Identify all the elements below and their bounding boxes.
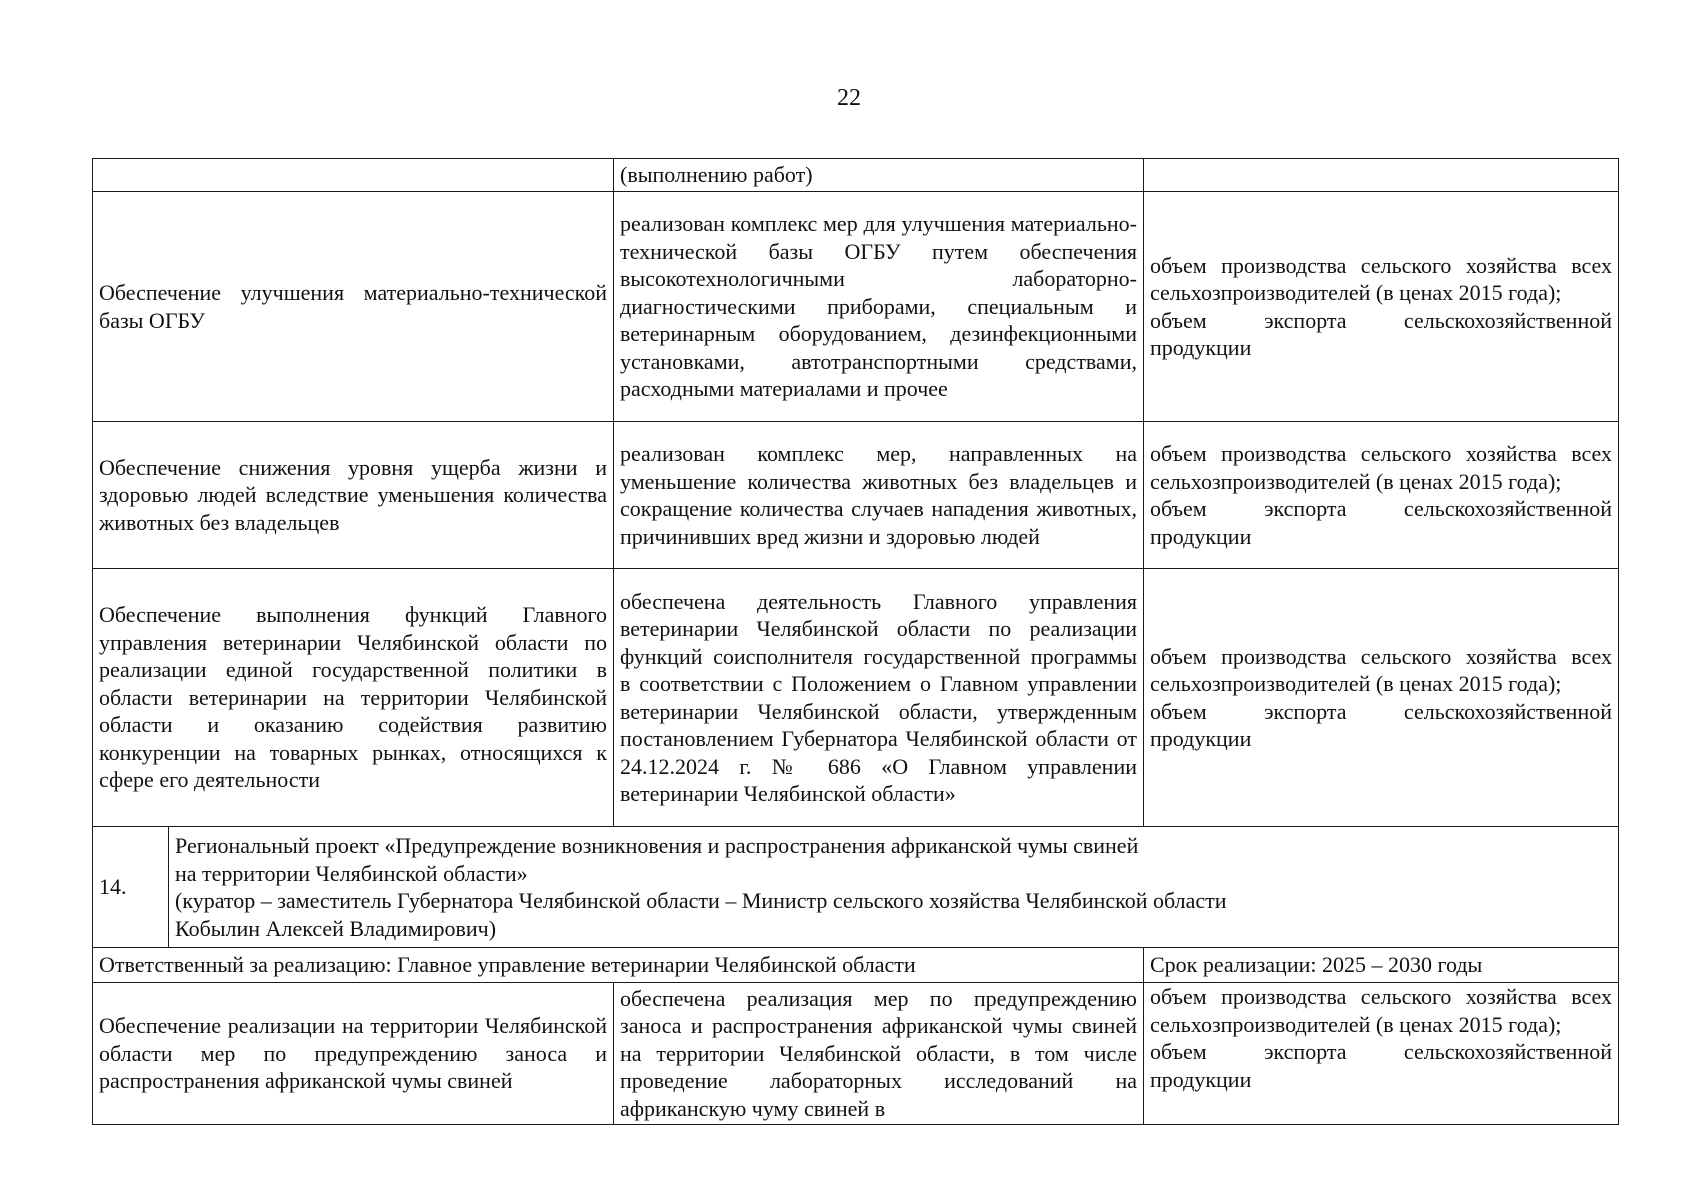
event-cell: Обеспечение выполнения функций Главного управления ветеринарии Челябинской области по реализации единой государственной политики в области ветеринарии на территории Челябинской области и оказанию содействия развитию конкуренции на товарных рынках, относящихся к сфере его деятельности	[93, 569, 614, 827]
event-cell	[93, 159, 614, 192]
table-row	[93, 569, 1619, 827]
project-curator: (куратор – заместитель Губернатора Челябинской области – Министр сельского хозяйства Челябинской области	[175, 888, 1227, 913]
project-curator-name: Кобылин Алексей Владимирович)	[175, 915, 497, 941]
indicator-cell: объем производства сельского хозяйства всех сельхозпроизводителей (в ценах 2015 года); объем экспорта сельскохозяйственной продукции	[1144, 422, 1619, 569]
project-title: Региональный проект «Предупреждение возникновения и распространения африканской чумы свиней	[175, 833, 1139, 858]
responsible-row	[93, 948, 1619, 983]
indicator-cell	[1144, 159, 1619, 192]
event-cell: Обеспечение улучшения материально-технической базы ОГБУ	[93, 192, 614, 422]
project-title-cont: на территории Челябинской области»	[175, 860, 528, 886]
project-title-cell	[169, 827, 1619, 948]
indicator-cell: объем производства сельского хозяйства всех сельхозпроизводителей (в ценах 2015 года); объем экспорта сельскохозяйственной продукции	[1144, 983, 1619, 1125]
result-cell: реализован комплекс мер, направленных на уменьшение количества животных без владельцев и сокращение количества случаев нападения животных, причинивших вред жизни и здоровью людей	[614, 422, 1144, 569]
program-table	[92, 158, 1619, 1125]
table-row	[93, 422, 1619, 569]
project-row	[93, 827, 1619, 948]
table-row	[93, 983, 1619, 1125]
event-cell: Обеспечение реализации на территории Челябинской области мер по предупреждению заноса и распространения африканской чумы свиней	[93, 983, 614, 1125]
event-cell: Обеспечение снижения уровня ущерба жизни и здоровью людей вследствие уменьшения количества животных без владельцев	[93, 422, 614, 569]
result-cell: (выполнению работ)	[614, 159, 1144, 192]
period-cell: Срок реализации: 2025 – 2030 годы	[1144, 948, 1619, 983]
responsible-cell: Ответственный за реализацию: Главное управление ветеринарии Челябинской области	[93, 948, 1144, 983]
indicator-cell: объем производства сельского хозяйства всех сельхозпроизводителей (в ценах 2015 года); объем экспорта сельскохозяйственной продукции	[1144, 192, 1619, 422]
indicator-cell: объем производства сельского хозяйства всех сельхозпроизводителей (в ценах 2015 года); объем экспорта сельскохозяйственной продукции	[1144, 569, 1619, 827]
result-cell: обеспечена реализация мер по предупреждению заноса и распространения африканской чумы свиней на территории Челябинской области, в том числе проведение лабораторных исследований на африканскую чуму свиней в	[614, 983, 1144, 1125]
table-row	[93, 192, 1619, 422]
result-cell: обеспечена деятельность Главного управления ветеринарии Челябинской области по реализации функций соисполнителя государственной программы в соответствии с Положением о Главном управлении ветеринарии Челябинской области, утвержденным постановлением Губернатора Челябинской области от 24.12.2024 г. № 686 «О Главном управлении ветеринарии Челябинской области»	[614, 569, 1144, 827]
result-cell: реализован комплекс мер для улучшения материально-технической базы ОГБУ путем обеспечения высокотехнологичными лабораторно-диагностическими приборами, специальным и ветеринарным оборудованием, дезинфекционными установками, автотранспортными средствами, расходными материалами и прочее	[614, 192, 1144, 422]
table-row	[93, 159, 1619, 192]
project-number: 14.	[93, 827, 169, 948]
page-number: 22	[837, 85, 861, 111]
